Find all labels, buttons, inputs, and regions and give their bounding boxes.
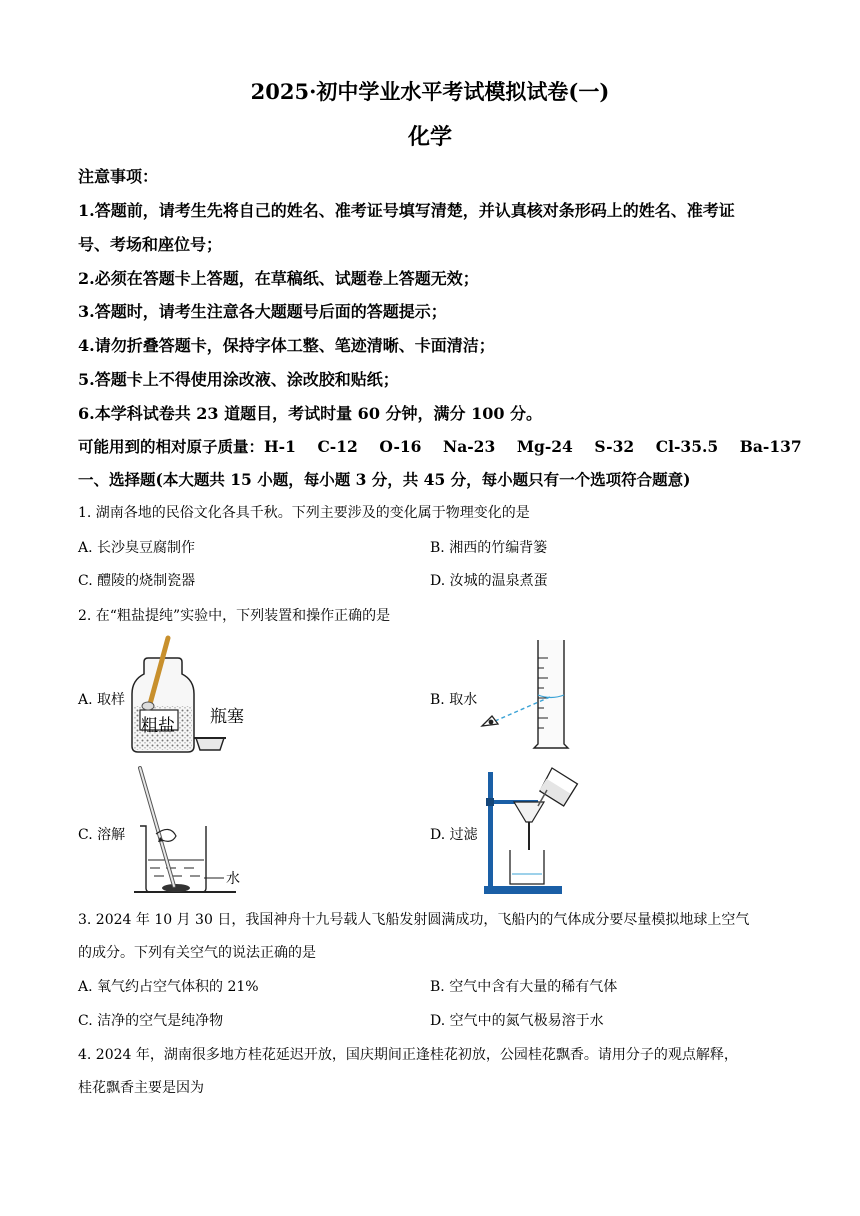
- salt-sampling-figure: [126, 634, 258, 758]
- question-stem-cont: 桂花飘香主要是因为: [78, 1080, 204, 1096]
- notice-item: 4.请勿折叠答题卡，保持字体工整、笔迹清晰、卡面清洁；: [78, 336, 495, 355]
- option-d: D. 汝城的温泉煮蛋: [430, 573, 548, 589]
- question-stem: 3. 2024 年 10 月 30 日，我国神舟十九号载人飞船发射圆满成功，飞船内的气体成分要尽量模拟地球上空气: [78, 912, 750, 928]
- question-stem: 2. 在“粗盐提纯”实验中，下列装置和操作正确的是: [78, 608, 391, 624]
- section-heading: 一、选择题(本大题共 15 小题，每小题 3 分，共 45 分，每小题只有一个选项符合题意): [78, 470, 691, 489]
- filtration-figure: [478, 762, 588, 900]
- notice-item: 号、考场和座位号；: [78, 235, 223, 254]
- option-b: B. 取水: [430, 692, 478, 708]
- notice-item: 6.本学科试卷共 23 道题目，考试时量 60 分钟，满分 100 分。: [78, 404, 543, 423]
- notice-heading: 注意事项：: [78, 167, 159, 186]
- option-b: B. 空气中含有大量的稀有气体: [430, 979, 618, 995]
- label-coarse-salt: 粗盐: [141, 716, 175, 736]
- label-water: 水: [226, 871, 240, 887]
- question-stem-cont: 的成分。下列有关空气的说法正确的是: [78, 945, 316, 961]
- exam-title: 2025·初中学业水平考试模拟试卷(一): [250, 79, 610, 104]
- option-c: C. 溶解: [78, 827, 126, 843]
- option-d: D. 空气中的氮气极易溶于水: [430, 1013, 604, 1029]
- notice-item: 2.必须在答题卡上答题，在草稿纸、试题卷上答题无效；: [78, 269, 479, 288]
- option-a: A. 长沙臭豆腐制作: [78, 540, 196, 556]
- measuring-cylinder-figure: [478, 638, 578, 754]
- option-a: A. 氧气约占空气体积的 21%: [78, 979, 259, 995]
- option-d: D. 过滤: [430, 827, 478, 843]
- notice-item: 1.答题前，请考生先将自己的姓名、准考证号填写清楚，并认真核对条形码上的姓名、准考证: [78, 201, 735, 220]
- question-stem: 4. 2024 年，湖南很多地方桂花延迟开放，国庆期间正逢桂花初放，公园桂花飘香。请用分子的观点解释，: [78, 1047, 738, 1063]
- option-c: C. 醴陵的烧制瓷器: [78, 573, 196, 589]
- option-a: A. 取样: [78, 692, 126, 708]
- subject-title: 化学: [407, 124, 452, 150]
- label-stopper: 瓶塞: [210, 707, 244, 727]
- question-stem: 1. 湖南各地的民俗文化各具千秋。下列主要涉及的变化属于物理变化的是: [78, 505, 530, 521]
- notice-item: 3.答题时，请考生注意各大题题号后面的答题提示；: [78, 302, 447, 321]
- atomic-mass-line: 可能用到的相对原子质量：H-1 C-12 O-16 Na-23 Mg-24 S-32 Cl-35.5 Ba-137: [78, 437, 802, 456]
- option-c: C. 洁净的空气是纯净物: [78, 1013, 224, 1029]
- option-b: B. 湘西的竹编背篓: [430, 540, 548, 556]
- notice-item: 5.答题卡上不得使用涂改液、涂改胶和贴纸；: [78, 370, 399, 389]
